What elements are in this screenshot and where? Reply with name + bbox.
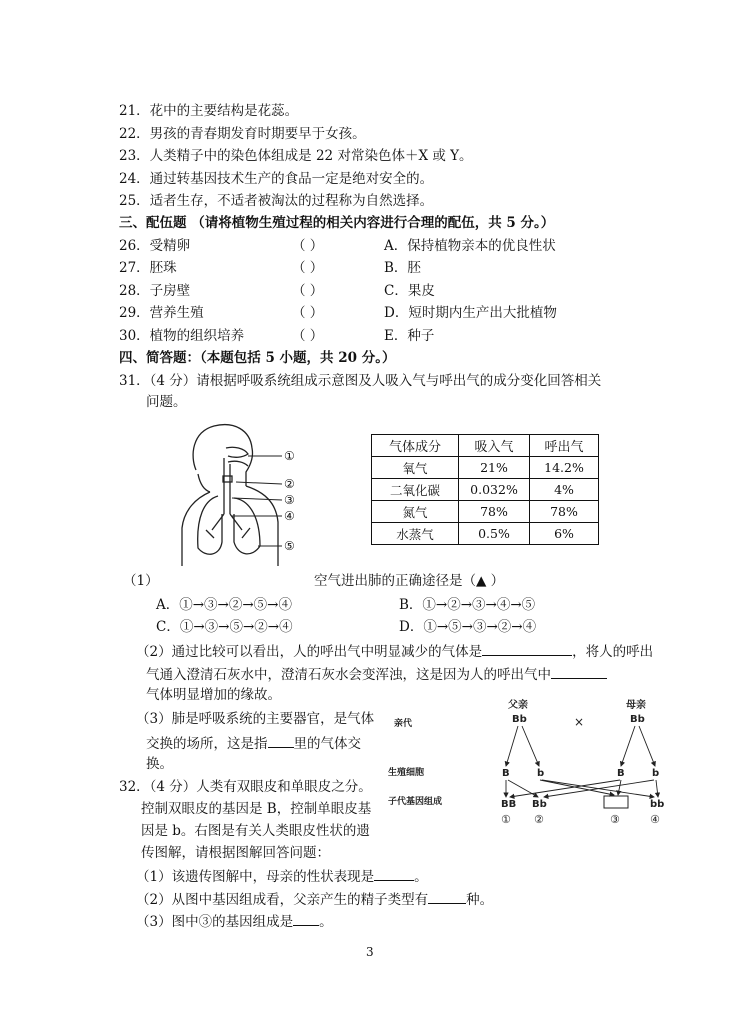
- table-cell: 0.032%: [459, 479, 530, 501]
- table-cell: 78%: [530, 501, 599, 523]
- q32-stem-line4: 传图解，请根据图解回答问题：: [141, 845, 330, 861]
- q31-stem-line1: 31．（4 分）请根据呼吸系统组成示意图及人吸入气与呼出气的成分变化回答相关: [119, 373, 602, 389]
- resp-label-3: ③: [284, 493, 295, 507]
- genetics-mother-genotype: Bb: [630, 714, 645, 725]
- q31-1-option-D: D．①→⑤→③→②→④: [399, 619, 537, 635]
- table-cell: 水蒸气: [372, 523, 459, 545]
- section-3-title: 三、配伍题 （请将植物生殖过程的相关内容进行合理的配伍，共 5 分。）: [119, 215, 555, 231]
- genetics-offspring-num-3: ③: [610, 813, 620, 826]
- q32-sub2-answer-blank[interactable]: [428, 889, 466, 904]
- genetics-gamete-father-B: B: [502, 768, 510, 779]
- table-cell: 21%: [459, 457, 530, 479]
- q31-3-text-d: 换。: [146, 756, 173, 772]
- genetics-offspring-num-1: ①: [501, 813, 511, 826]
- judge-item-22: 22．男孩的青春期发育时期要早于女孩。: [119, 126, 366, 142]
- genetics-father-label: 父亲: [508, 700, 528, 711]
- table-cell: 0.5%: [459, 523, 530, 545]
- match-right-D: D．短时期内生产出大批植物: [384, 305, 557, 321]
- match-left-29: 29．营养生殖: [119, 305, 204, 321]
- q32-sub2: [136, 889, 493, 909]
- q31-3-line2: [146, 733, 361, 753]
- genetics-cross-symbol: ×: [574, 715, 585, 729]
- match-paren-28: （ ）: [292, 283, 324, 299]
- genetics-father-genotype: Bb: [512, 714, 527, 725]
- genetics-gamete-mother-b: b: [652, 768, 660, 779]
- gas-table-header-component: 气体成分: [372, 435, 459, 457]
- match-paren-27: （ ）: [292, 260, 324, 276]
- genetics-offspring-bb: bb: [650, 799, 665, 810]
- match-right-A: A．保持植物亲本的优良性状: [384, 238, 556, 254]
- table-cell: 6%: [530, 523, 599, 545]
- q32-sub3-text: （3）图中③的基因组成是: [136, 914, 294, 930]
- q32-sub3-answer-blank[interactable]: [293, 911, 319, 926]
- match-right-C: C．果皮: [384, 283, 435, 299]
- genetics-row-offspring: 子代基因组成: [388, 797, 443, 807]
- table-row: [372, 501, 599, 523]
- q31-2-text-a: （2）通过比较可以看出，人的呼出气中明显减少的气体是: [136, 644, 483, 660]
- gas-composition-table: [371, 434, 599, 545]
- table-cell: 14.2%: [530, 457, 599, 479]
- q31-stem-line2: 问题。: [146, 394, 187, 410]
- q31-1-option-C: C．①→③→⑤→②→④: [156, 619, 293, 635]
- q32-stem-line2: 控制双眼皮的基因是 B，控制单眼皮基: [141, 801, 372, 817]
- q32-sub2-text: （2）从图中基因组成看，父亲产生的精子类型有: [136, 892, 429, 908]
- genetics-mother-label: 母亲: [626, 700, 646, 711]
- q31-3-answer-blank[interactable]: [268, 733, 294, 748]
- genetics-offspring-3-box: [604, 796, 628, 808]
- q32-sub1-text: （1）该遗传图解中，母亲的性状表现是: [136, 869, 375, 885]
- q32-stem-line1: 32．（4 分）人类有双眼皮和单眼皮之分。: [119, 779, 372, 795]
- q32-stem-line3: 因是 b。右图是有关人类眼皮性状的遗: [141, 823, 370, 839]
- q31-2-line1: [136, 641, 653, 661]
- match-left-26: 26．受精卵: [119, 238, 191, 254]
- q32-sub3: [136, 911, 333, 931]
- table-cell: 氧气: [372, 457, 459, 479]
- q31-1-number: （1）: [123, 573, 159, 589]
- gas-table-header-exhaled: 呼出气: [530, 435, 599, 457]
- q32-sub1: [136, 866, 428, 886]
- page-number: 3: [366, 945, 374, 959]
- match-paren-30: （ ）: [292, 328, 324, 344]
- q31-2-line2: [146, 664, 607, 684]
- q31-3-text-a: （3）肺是呼吸系统的主要器官，是气体: [136, 711, 375, 727]
- resp-label-4: ④: [284, 509, 295, 523]
- q31-2-answer-blank-1[interactable]: [482, 641, 572, 656]
- table-cell: 78%: [459, 501, 530, 523]
- resp-label-1: ①: [284, 449, 295, 463]
- judge-item-24: 24．通过转基因技术生产的食品一定是绝对安全的。: [119, 171, 434, 187]
- genetics-gamete-father-b: b: [537, 768, 545, 779]
- match-right-B: B．胚: [384, 260, 421, 276]
- judge-item-21: 21．花中的主要结构是花蕊。: [119, 103, 299, 119]
- q31-2-text-b: ，将人的呼出: [572, 644, 654, 660]
- genetics-offspring-Bb: Bb: [532, 799, 547, 810]
- table-row: [372, 523, 599, 545]
- q31-2-text-d: 气体明显增加的缘故。: [146, 687, 281, 703]
- match-left-27: 27．胚珠: [119, 260, 177, 276]
- genetics-row-parent: 亲代: [394, 719, 413, 729]
- gas-table-header-inhaled: 吸入气: [459, 435, 530, 457]
- table-cell: 二氧化碳: [372, 479, 459, 501]
- genetics-row-gamete: 生殖细胞: [388, 768, 425, 778]
- match-paren-26: （ ）: [292, 238, 324, 254]
- genetics-offspring-num-4: ④: [650, 813, 660, 826]
- match-right-E: E．种子: [384, 328, 435, 344]
- q31-3-text-b: 交换的场所，这是指: [146, 736, 268, 752]
- resp-label-2: ②: [284, 477, 295, 491]
- section-4-title: 四、简答题：（本题包括 5 小题，共 20 分。）: [119, 350, 396, 366]
- q32-sub3-end: 。: [319, 914, 333, 930]
- match-paren-29: （ ）: [292, 305, 324, 321]
- match-left-28: 28．子房壁: [119, 283, 191, 299]
- judge-item-25: 25．适者生存，不适者被淘汰的过程称为自然选择。: [119, 193, 434, 209]
- inheritance-diagram: [384, 696, 674, 836]
- genetics-offspring-BB: BB: [501, 799, 517, 810]
- q31-2-text-c: 气通入澄清石灰水中，澄清石灰水会变浑浊，这是因为人的呼出气中: [146, 667, 551, 683]
- q32-sub1-answer-blank[interactable]: [374, 866, 414, 881]
- genetics-offspring-num-2: ②: [534, 813, 544, 826]
- q31-1-option-B: B．①→②→③→④→⑤: [399, 597, 536, 613]
- resp-label-5: ⑤: [284, 539, 295, 553]
- q31-1-option-A: A．①→③→②→⑤→④: [156, 597, 292, 613]
- match-left-30: 30．植物的组织培养: [119, 328, 245, 344]
- table-row: [372, 457, 599, 479]
- q31-1-question: 空气进出肺的正确途径是（▲ ）: [314, 573, 505, 589]
- respiratory-system-diagram: [176, 418, 306, 568]
- table-cell: 氮气: [372, 501, 459, 523]
- q31-3-text-c: 里的气体交: [293, 736, 361, 752]
- genetics-gamete-mother-B: B: [617, 768, 625, 779]
- table-cell: 4%: [530, 479, 599, 501]
- q32-sub2-end: 种。: [466, 892, 494, 908]
- table-row: [372, 479, 599, 501]
- judge-item-23: 23．人类精子中的染色体组成是 22 对常染色体＋X 或 Y。: [119, 148, 473, 164]
- q31-2-answer-blank-2[interactable]: [551, 664, 607, 679]
- q32-sub1-end: 。: [414, 869, 428, 885]
